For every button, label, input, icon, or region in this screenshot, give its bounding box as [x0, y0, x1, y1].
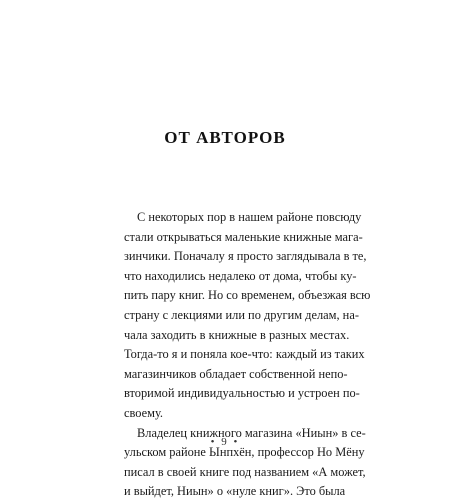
text-line: Владелец книжного магазина «Ниын» в се-: [137, 425, 366, 440]
text-line: своему.: [124, 405, 164, 420]
text-line: ульском районе Ынпхён, профессор Но Мёну: [124, 445, 365, 460]
text-line: Тогда-то я и поняла кое-что: каждый из таких: [124, 347, 365, 362]
page-number: • 9 •: [210, 436, 240, 448]
text-line: что находились недалеко от дома, чтобы ку-: [124, 268, 357, 283]
text-line: вторимой индивидуальностью и устроен по-: [124, 386, 360, 401]
text-line: С некоторых пор в нашем районе повсюду: [137, 210, 362, 224]
text-line: зинчики. Поначалу я просто заглядывала в те,: [124, 249, 367, 264]
text-line: и выйдет, Ниын» о «нуле книг». Это была: [124, 484, 346, 499]
body-text: [124, 208, 371, 502]
text-line: магазинчиков обладает собственной непо-: [124, 366, 348, 381]
text-line: чала заходить в книжные в разных местах.: [124, 327, 350, 342]
text-line: писал в своей книге под названием «А может,: [124, 464, 366, 479]
chapter-heading: ОТ АВТОРОВ: [164, 128, 286, 147]
text-line: стали открываться маленькие книжные мага-: [124, 229, 363, 244]
text-line: пить пару книг. Но со временем, объезжая всю: [124, 288, 371, 303]
text-line: страну с лекциями или по другим делам, на-: [124, 307, 359, 322]
paragraph-1: [124, 208, 371, 424]
